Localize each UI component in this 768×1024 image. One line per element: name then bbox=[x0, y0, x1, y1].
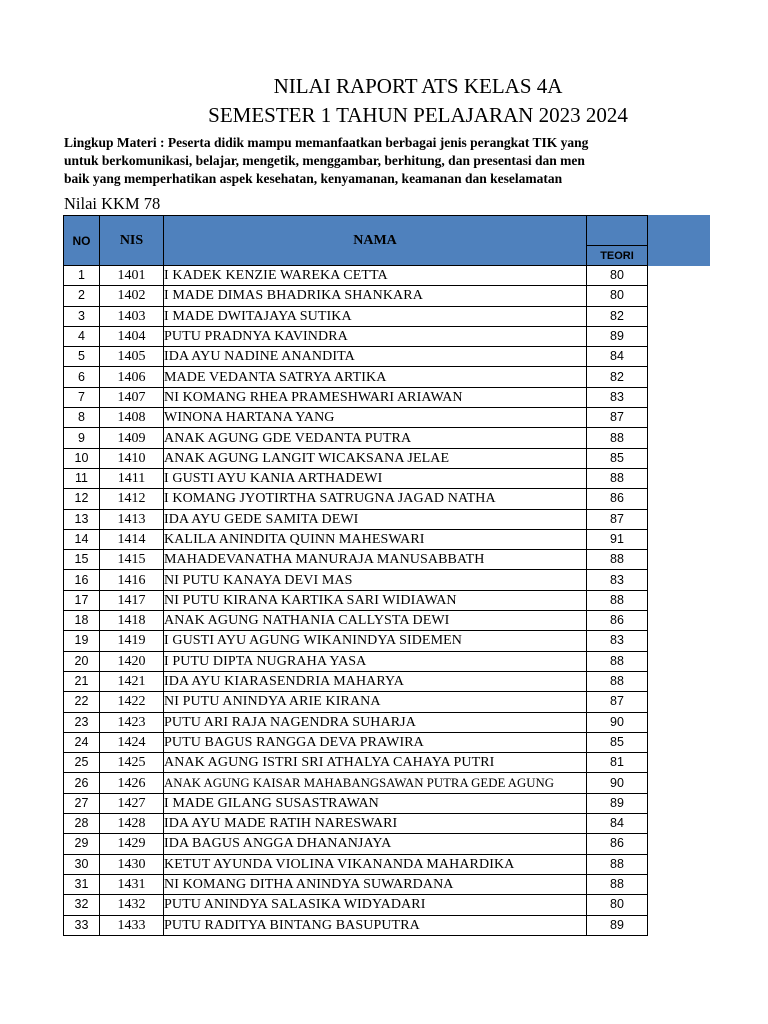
table-row bbox=[64, 814, 648, 834]
table-row bbox=[64, 915, 648, 935]
cell-no: 17 bbox=[64, 590, 100, 610]
cell-nis: 1415 bbox=[100, 550, 164, 570]
cell-nama: ANAK AGUNG LANGIT WICAKSANA JELAE bbox=[164, 448, 587, 468]
table-row bbox=[64, 266, 648, 286]
page-title: NILAI RAPORT ATS KELAS 4A bbox=[273, 74, 563, 98]
cell-nis: 1416 bbox=[100, 570, 164, 590]
cell-no: 5 bbox=[64, 347, 100, 367]
cell-no: 21 bbox=[64, 671, 100, 691]
cell-teori: 88 bbox=[587, 590, 648, 610]
cell-no: 20 bbox=[64, 651, 100, 671]
cell-no: 10 bbox=[64, 448, 100, 468]
table-row bbox=[64, 590, 648, 610]
cell-nama: KETUT AYUNDA VIOLINA VIKANANDA MAHARDIKA bbox=[164, 854, 587, 874]
cell-nama: IDA AYU MADE RATIH NARESWARI bbox=[164, 814, 587, 834]
cell-nama: ANAK AGUNG NATHANIA CALLYSTA DEWI bbox=[164, 611, 587, 631]
table-row bbox=[64, 692, 648, 712]
cell-nama: IDA AYU GEDE SAMITA DEWI bbox=[164, 509, 587, 529]
table-row bbox=[64, 347, 648, 367]
column-header-nis: NIS bbox=[100, 216, 164, 266]
table-row bbox=[64, 306, 648, 326]
cell-nis: 1431 bbox=[100, 874, 164, 894]
cell-nama: WINONA HARTANA YANG bbox=[164, 408, 587, 428]
table-row bbox=[64, 408, 648, 428]
table-row bbox=[64, 671, 648, 691]
table-row bbox=[64, 509, 648, 529]
cell-no: 28 bbox=[64, 814, 100, 834]
cell-teori: 83 bbox=[587, 631, 648, 651]
cell-no: 24 bbox=[64, 732, 100, 752]
cell-no: 11 bbox=[64, 468, 100, 488]
cell-teori: 82 bbox=[587, 367, 648, 387]
cell-teori: 83 bbox=[587, 387, 648, 407]
table-body bbox=[64, 266, 648, 936]
cell-no: 33 bbox=[64, 915, 100, 935]
cell-nama: I GUSTI AYU KANIA ARTHADEWI bbox=[164, 468, 587, 488]
cell-nama: IDA BAGUS ANGGA DHANANJAYA bbox=[164, 834, 587, 854]
table-row bbox=[64, 550, 648, 570]
cell-nama: NI PUTU ANINDYA ARIE KIRANA bbox=[164, 692, 587, 712]
cell-nama: ANAK AGUNG KAISAR MAHABANGSAWAN PUTRA GEDE AGUNG bbox=[164, 773, 587, 793]
cell-nis: 1411 bbox=[100, 468, 164, 488]
cell-teori: 88 bbox=[587, 428, 648, 448]
cell-nis: 1420 bbox=[100, 651, 164, 671]
cell-nama: PUTU RADITYA BINTANG BASUPUTRA bbox=[164, 915, 587, 935]
table-row bbox=[64, 529, 648, 549]
table-row bbox=[64, 753, 648, 773]
cell-teori: 85 bbox=[587, 732, 648, 752]
table-row bbox=[64, 834, 648, 854]
cell-nis: 1419 bbox=[100, 631, 164, 651]
grades-table bbox=[63, 215, 648, 936]
column-header-nama: NAMA bbox=[164, 216, 587, 266]
cell-no: 16 bbox=[64, 570, 100, 590]
cell-nama: I KADEK KENZIE WAREKA CETTA bbox=[164, 266, 587, 286]
cell-nis: 1410 bbox=[100, 448, 164, 468]
cell-no: 31 bbox=[64, 874, 100, 894]
cell-teori: 86 bbox=[587, 489, 648, 509]
table-row bbox=[64, 489, 648, 509]
cell-teori: 90 bbox=[587, 712, 648, 732]
cell-no: 9 bbox=[64, 428, 100, 448]
cell-no: 29 bbox=[64, 834, 100, 854]
cell-nama: I MADE DIMAS BHADRIKA SHANKARA bbox=[164, 286, 587, 306]
cell-nis: 1404 bbox=[100, 326, 164, 346]
table-row bbox=[64, 651, 648, 671]
cell-teori: 89 bbox=[587, 793, 648, 813]
table-row bbox=[64, 448, 648, 468]
column-header-teori: TEORI bbox=[587, 246, 648, 266]
cell-nis: 1401 bbox=[100, 266, 164, 286]
table-row bbox=[64, 773, 648, 793]
cell-nis: 1414 bbox=[100, 529, 164, 549]
table-row bbox=[64, 712, 648, 732]
cell-no: 13 bbox=[64, 509, 100, 529]
table-row bbox=[64, 468, 648, 488]
cell-nama: I GUSTI AYU AGUNG WIKANINDYA SIDEMEN bbox=[164, 631, 587, 651]
cell-no: 6 bbox=[64, 367, 100, 387]
cell-no: 23 bbox=[64, 712, 100, 732]
cell-nama: PUTU PRADNYA KAVINDRA bbox=[164, 326, 587, 346]
cell-teori: 87 bbox=[587, 509, 648, 529]
cell-nama: NI PUTU KANAYA DEVI MAS bbox=[164, 570, 587, 590]
cell-nama: NI PUTU KIRANA KARTIKA SARI WIDIAWAN bbox=[164, 590, 587, 610]
cell-nama: IDA AYU NADINE ANANDITA bbox=[164, 347, 587, 367]
cell-teori: 88 bbox=[587, 874, 648, 894]
cell-no: 26 bbox=[64, 773, 100, 793]
cell-no: 4 bbox=[64, 326, 100, 346]
cell-nama: I KOMANG JYOTIRTHA SATRUGNA JAGAD NATHA bbox=[164, 489, 587, 509]
cell-nama: ANAK AGUNG GDE VEDANTA PUTRA bbox=[164, 428, 587, 448]
cell-nis: 1407 bbox=[100, 387, 164, 407]
page-subtitle: SEMESTER 1 TAHUN PELAJARAN 2023 2024 bbox=[208, 103, 628, 127]
table-row bbox=[64, 611, 648, 631]
kkm-label: Nilai KKM 78 bbox=[64, 194, 161, 213]
cell-teori: 88 bbox=[587, 651, 648, 671]
column-header-no: NO bbox=[64, 216, 100, 266]
cell-no: 1 bbox=[64, 266, 100, 286]
cell-teori: 80 bbox=[587, 286, 648, 306]
table-row bbox=[64, 854, 648, 874]
cell-no: 19 bbox=[64, 631, 100, 651]
table-row bbox=[64, 570, 648, 590]
cell-no: 12 bbox=[64, 489, 100, 509]
cell-teori: 84 bbox=[587, 347, 648, 367]
cell-nis: 1427 bbox=[100, 793, 164, 813]
cell-nama: PUTU BAGUS RANGGA DEVA PRAWIRA bbox=[164, 732, 587, 752]
cell-no: 8 bbox=[64, 408, 100, 428]
cell-nama: MAHADEVANATHA MANURAJA MANUSABBATH bbox=[164, 550, 587, 570]
cell-nis: 1421 bbox=[100, 671, 164, 691]
cell-no: 30 bbox=[64, 854, 100, 874]
cell-no: 25 bbox=[64, 753, 100, 773]
table-header bbox=[64, 216, 648, 266]
cell-no: 22 bbox=[64, 692, 100, 712]
cell-teori: 86 bbox=[587, 834, 648, 854]
cell-teori: 91 bbox=[587, 529, 648, 549]
cell-no: 27 bbox=[64, 793, 100, 813]
cell-no: 32 bbox=[64, 895, 100, 915]
cell-no: 7 bbox=[64, 387, 100, 407]
cell-teori: 82 bbox=[587, 306, 648, 326]
cell-nis: 1402 bbox=[100, 286, 164, 306]
scope-line: untuk berkomunikasi, belajar, mengetik, menggambar, berhitung, dan presentasi dan men bbox=[64, 153, 585, 168]
cell-teori: 87 bbox=[587, 408, 648, 428]
cell-teori: 88 bbox=[587, 468, 648, 488]
cell-no: 2 bbox=[64, 286, 100, 306]
scope-line: Lingkup Materi : Peserta didik mampu memanfaatkan berbagai jenis perangkat TIK yang bbox=[64, 135, 589, 150]
cell-nama: I MADE DWITAJAYA SUTIKA bbox=[164, 306, 587, 326]
cell-teori: 84 bbox=[587, 814, 648, 834]
cell-teori: 80 bbox=[587, 895, 648, 915]
cell-nis: 1403 bbox=[100, 306, 164, 326]
cell-nis: 1430 bbox=[100, 854, 164, 874]
cell-no: 14 bbox=[64, 529, 100, 549]
cell-nama: MADE VEDANTA SATRYA ARTIKA bbox=[164, 367, 587, 387]
cell-teori: 89 bbox=[587, 915, 648, 935]
cell-nama: NI KOMANG RHEA PRAMESHWARI ARIAWAN bbox=[164, 387, 587, 407]
cell-teori: 81 bbox=[587, 753, 648, 773]
cell-nama: I MADE GILANG SUSASTRAWAN bbox=[164, 793, 587, 813]
cell-teori: 90 bbox=[587, 773, 648, 793]
cell-nis: 1422 bbox=[100, 692, 164, 712]
cell-nama: NI KOMANG DITHA ANINDYA SUWARDANA bbox=[164, 874, 587, 894]
header-extension-band bbox=[646, 215, 710, 266]
cell-nis: 1425 bbox=[100, 753, 164, 773]
cell-teori: 80 bbox=[587, 266, 648, 286]
table-row bbox=[64, 874, 648, 894]
table-row bbox=[64, 631, 648, 651]
cell-nama: KALILA ANINDITA QUINN MAHESWARI bbox=[164, 529, 587, 549]
cell-nis: 1433 bbox=[100, 915, 164, 935]
cell-teori: 87 bbox=[587, 692, 648, 712]
cell-teori: 88 bbox=[587, 671, 648, 691]
cell-nama: PUTU ARI RAJA NAGENDRA SUHARJA bbox=[164, 712, 587, 732]
cell-teori: 89 bbox=[587, 326, 648, 346]
cell-nis: 1412 bbox=[100, 489, 164, 509]
cell-nis: 1406 bbox=[100, 367, 164, 387]
cell-nama: PUTU ANINDYA SALASIKA WIDYADARI bbox=[164, 895, 587, 915]
cell-nis: 1405 bbox=[100, 347, 164, 367]
cell-teori: 86 bbox=[587, 611, 648, 631]
cell-nis: 1417 bbox=[100, 590, 164, 610]
cell-teori: 88 bbox=[587, 854, 648, 874]
column-header-group bbox=[587, 216, 648, 246]
table-row bbox=[64, 326, 648, 346]
table-row bbox=[64, 895, 648, 915]
cell-nis: 1413 bbox=[100, 509, 164, 529]
cell-no: 3 bbox=[64, 306, 100, 326]
scope-description bbox=[64, 134, 646, 188]
cell-teori: 85 bbox=[587, 448, 648, 468]
cell-nis: 1408 bbox=[100, 408, 164, 428]
cell-nis: 1424 bbox=[100, 732, 164, 752]
scope-line: baik yang memperhatikan aspek kesehatan, kenyamanan, keamanan dan keselamatan bbox=[64, 171, 563, 186]
table-row bbox=[64, 367, 648, 387]
cell-nis: 1418 bbox=[100, 611, 164, 631]
cell-nama: IDA AYU KIARASENDRIA MAHARYA bbox=[164, 671, 587, 691]
cell-nis: 1428 bbox=[100, 814, 164, 834]
cell-nama: I PUTU DIPTA NUGRAHA YASA bbox=[164, 651, 587, 671]
table-row bbox=[64, 793, 648, 813]
cell-nis: 1432 bbox=[100, 895, 164, 915]
table-row bbox=[64, 286, 648, 306]
table-row bbox=[64, 387, 648, 407]
cell-nama: ANAK AGUNG ISTRI SRI ATHALYA CAHAYA PUTRI bbox=[164, 753, 587, 773]
cell-no: 15 bbox=[64, 550, 100, 570]
cell-nis: 1426 bbox=[100, 773, 164, 793]
cell-teori: 88 bbox=[587, 550, 648, 570]
cell-no: 18 bbox=[64, 611, 100, 631]
table-row bbox=[64, 428, 648, 448]
cell-teori: 83 bbox=[587, 570, 648, 590]
cell-nis: 1409 bbox=[100, 428, 164, 448]
cell-nis: 1429 bbox=[100, 834, 164, 854]
cell-nis: 1423 bbox=[100, 712, 164, 732]
table-row bbox=[64, 732, 648, 752]
